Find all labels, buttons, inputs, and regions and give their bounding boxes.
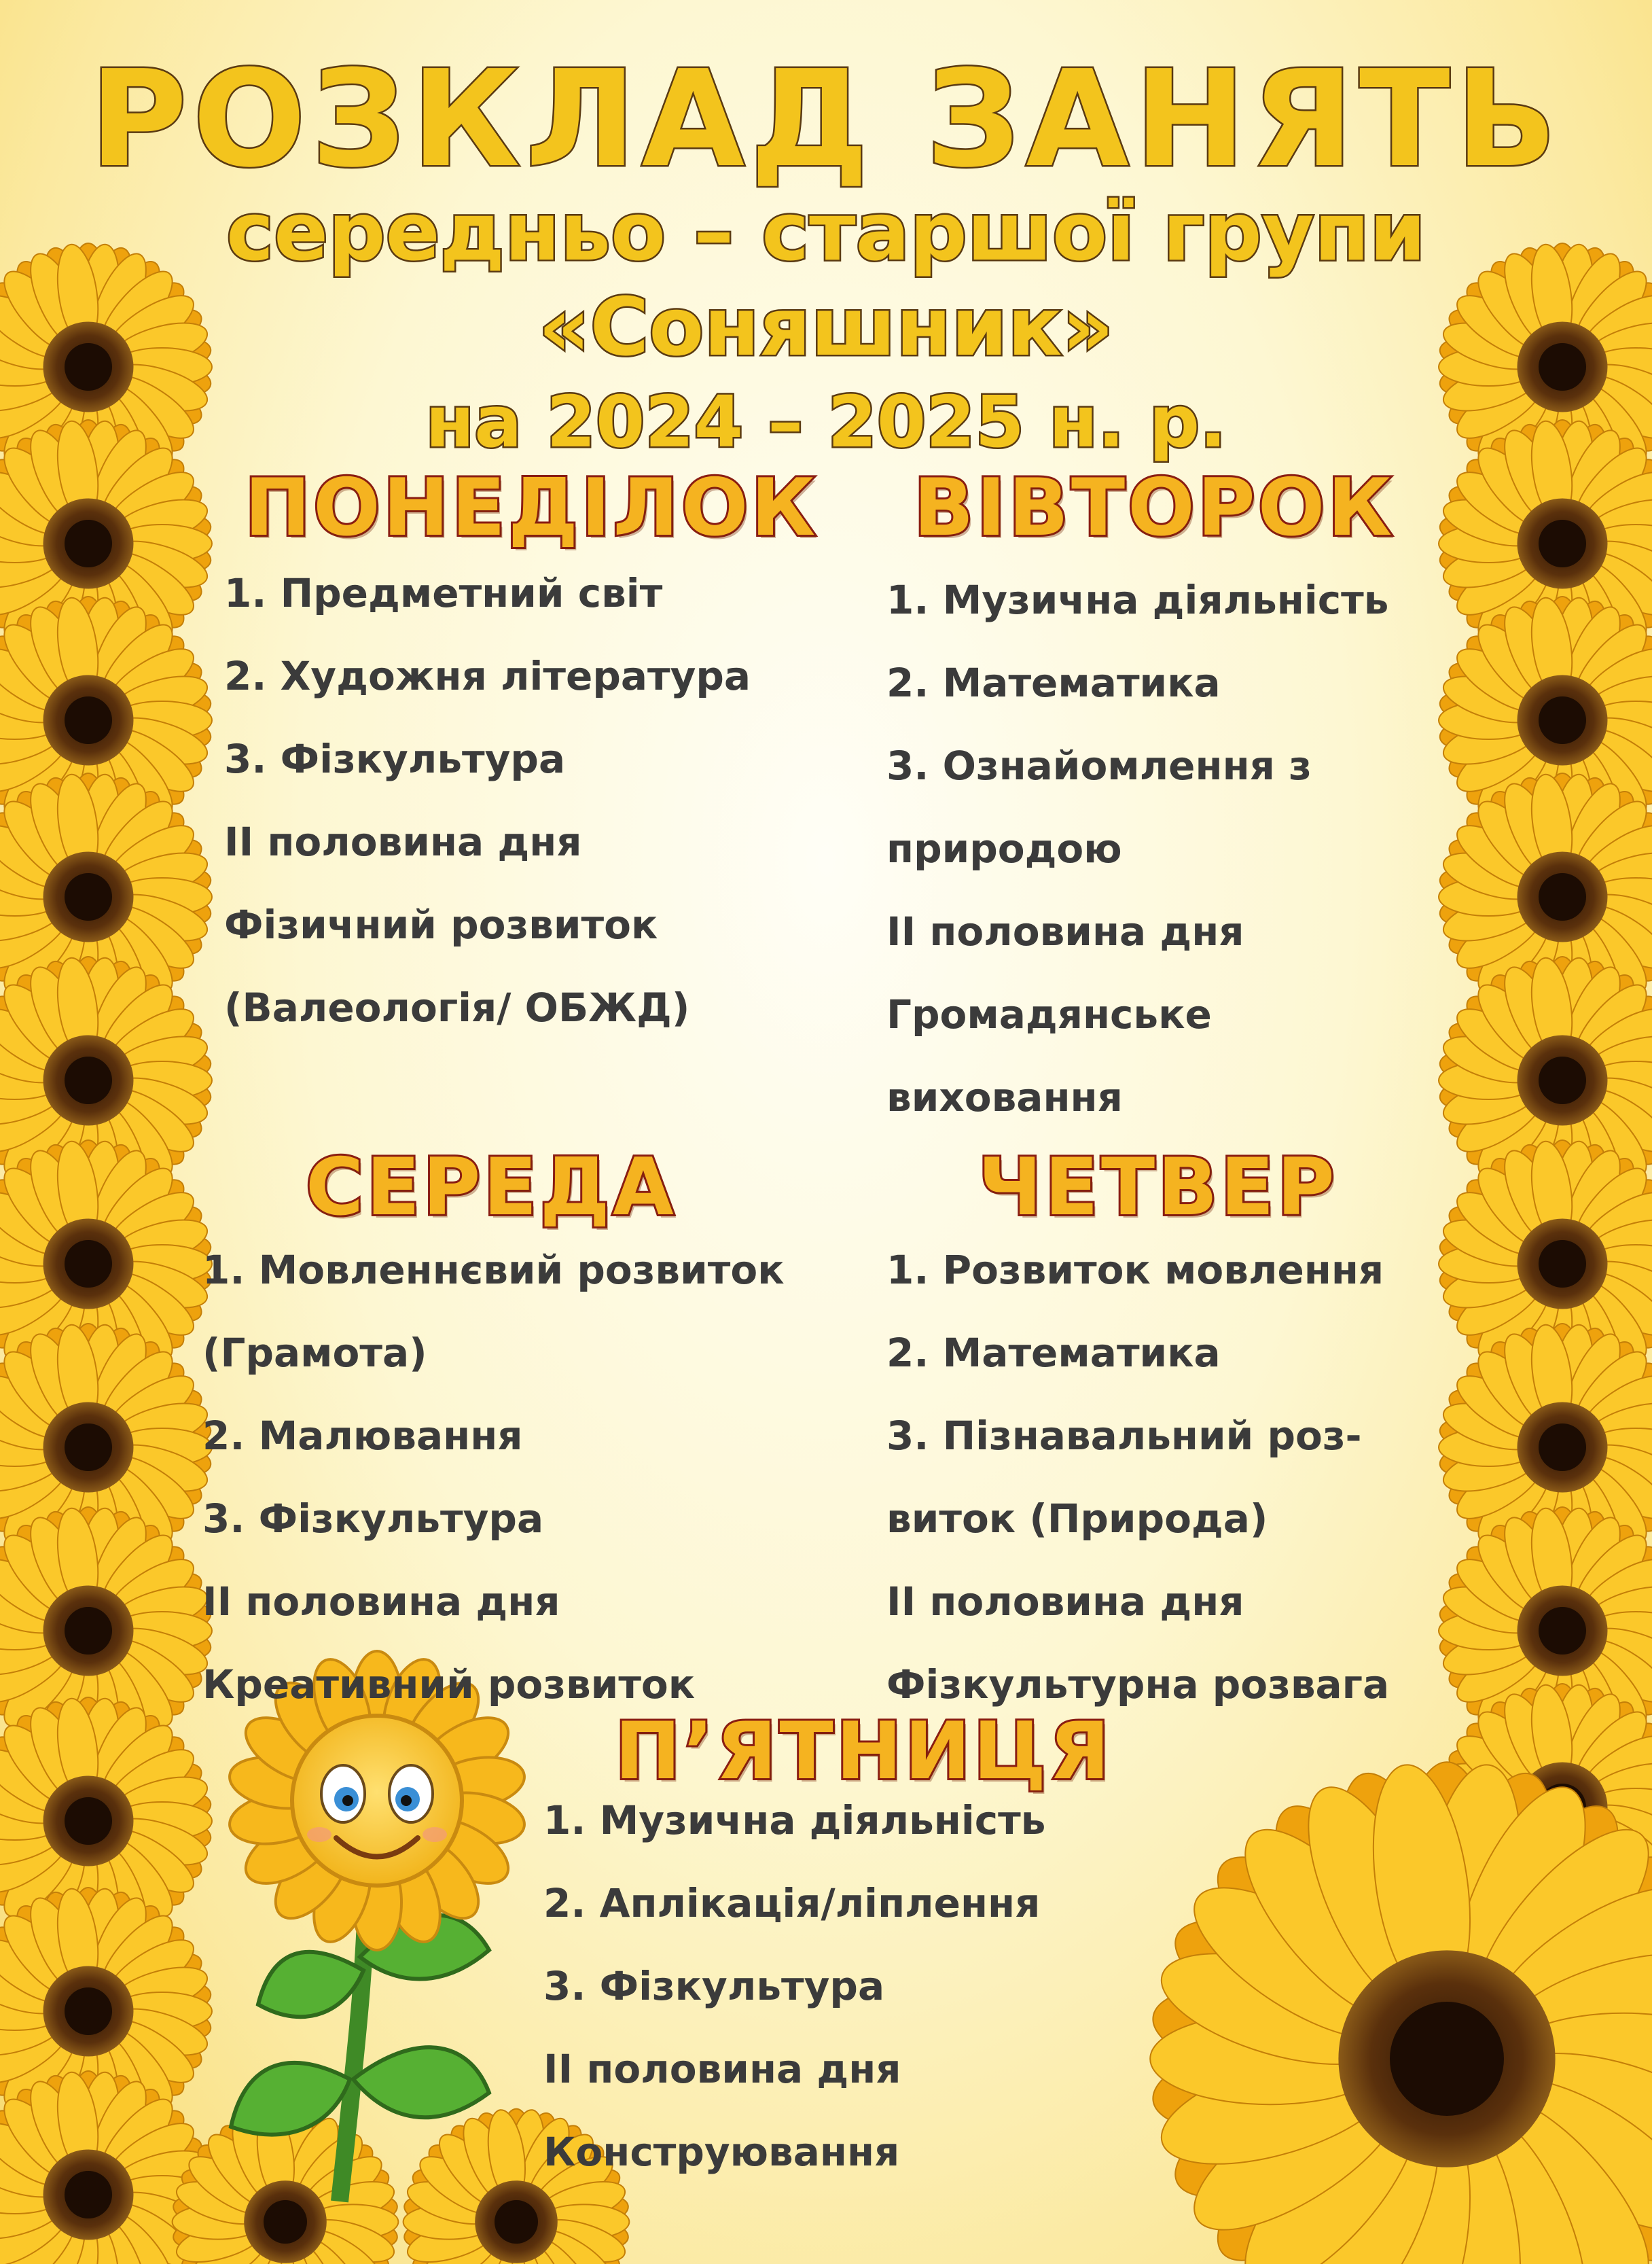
list-item: Громадянське (886, 991, 1212, 1038)
list-item: ІІ половина дня (886, 1578, 1244, 1625)
monday-list (224, 552, 751, 1049)
list-item: 3. Ознайомлення з (886, 743, 1312, 789)
day-heading-friday: П’ЯТНИЦЯ (615, 1705, 1113, 1797)
list-item: природою (886, 826, 1122, 872)
list-item: Креативний розвиток (202, 1661, 696, 1708)
list-item: (Грамота) (202, 1330, 427, 1376)
day-heading-tuesday: ВІВТОРОК (914, 462, 1395, 554)
list-item: 1. Розвиток мовлення (886, 1247, 1384, 1293)
list-item: 2. Художня література (224, 653, 751, 699)
friday-list (543, 1779, 1045, 2193)
list-item: Фізичний розвиток (224, 902, 658, 948)
list-item: виховання (886, 1074, 1123, 1120)
day-heading-monday: ПОНЕДІЛОК (245, 462, 819, 554)
list-item: 1. Предметний світ (224, 570, 663, 616)
large-sunflower-icon (1147, 1758, 1652, 2264)
page-title: РОЗКЛАД ЗАНЯТЬ (90, 42, 1562, 197)
list-item: 1. Музична діяльність (886, 577, 1389, 623)
list-item: 2. Малювання (202, 1413, 523, 1459)
list-item: 2. Математика (886, 1330, 1221, 1376)
group-name: «Соняшник» (538, 280, 1114, 374)
academic-year: на 2024 – 2025 н. р. (425, 381, 1227, 463)
list-item: Конструювання (543, 2129, 900, 2175)
list-item: ІІ половина дня (224, 819, 582, 865)
day-heading-wednesday: СЕРЕДА (306, 1142, 677, 1233)
list-item: виток (Природа) (886, 1496, 1268, 1542)
list-item: Фізкультурна розвага (886, 1661, 1390, 1708)
thursday-list (886, 1228, 1389, 1726)
list-item: ІІ половина дня (543, 2046, 901, 2092)
tuesday-list (886, 559, 1388, 1139)
list-item: 3. Пізнавальний роз- (886, 1413, 1362, 1459)
list-item: 2. Аплікація/ліплення (543, 1880, 1041, 1926)
list-item: (Валеологія/ ОБЖД) (224, 985, 690, 1031)
wednesday-list (202, 1228, 785, 1726)
list-item: ІІ половина дня (886, 908, 1244, 955)
list-item: 1. Мовленнєвий розвиток (202, 1247, 785, 1293)
list-item: 3. Фізкультура (224, 736, 566, 782)
list-item: 1. Музична діяльність (543, 1797, 1046, 1843)
list-item: ІІ половина дня (202, 1578, 560, 1625)
list-item: 3. Фізкультура (543, 1963, 885, 2009)
group-subtitle: середньо – старшої групи (226, 185, 1426, 279)
day-heading-thursday: ЧЕТВЕР (978, 1142, 1337, 1233)
list-item: 3. Фізкультура (202, 1496, 544, 1542)
list-item: 2. Математика (886, 660, 1221, 706)
